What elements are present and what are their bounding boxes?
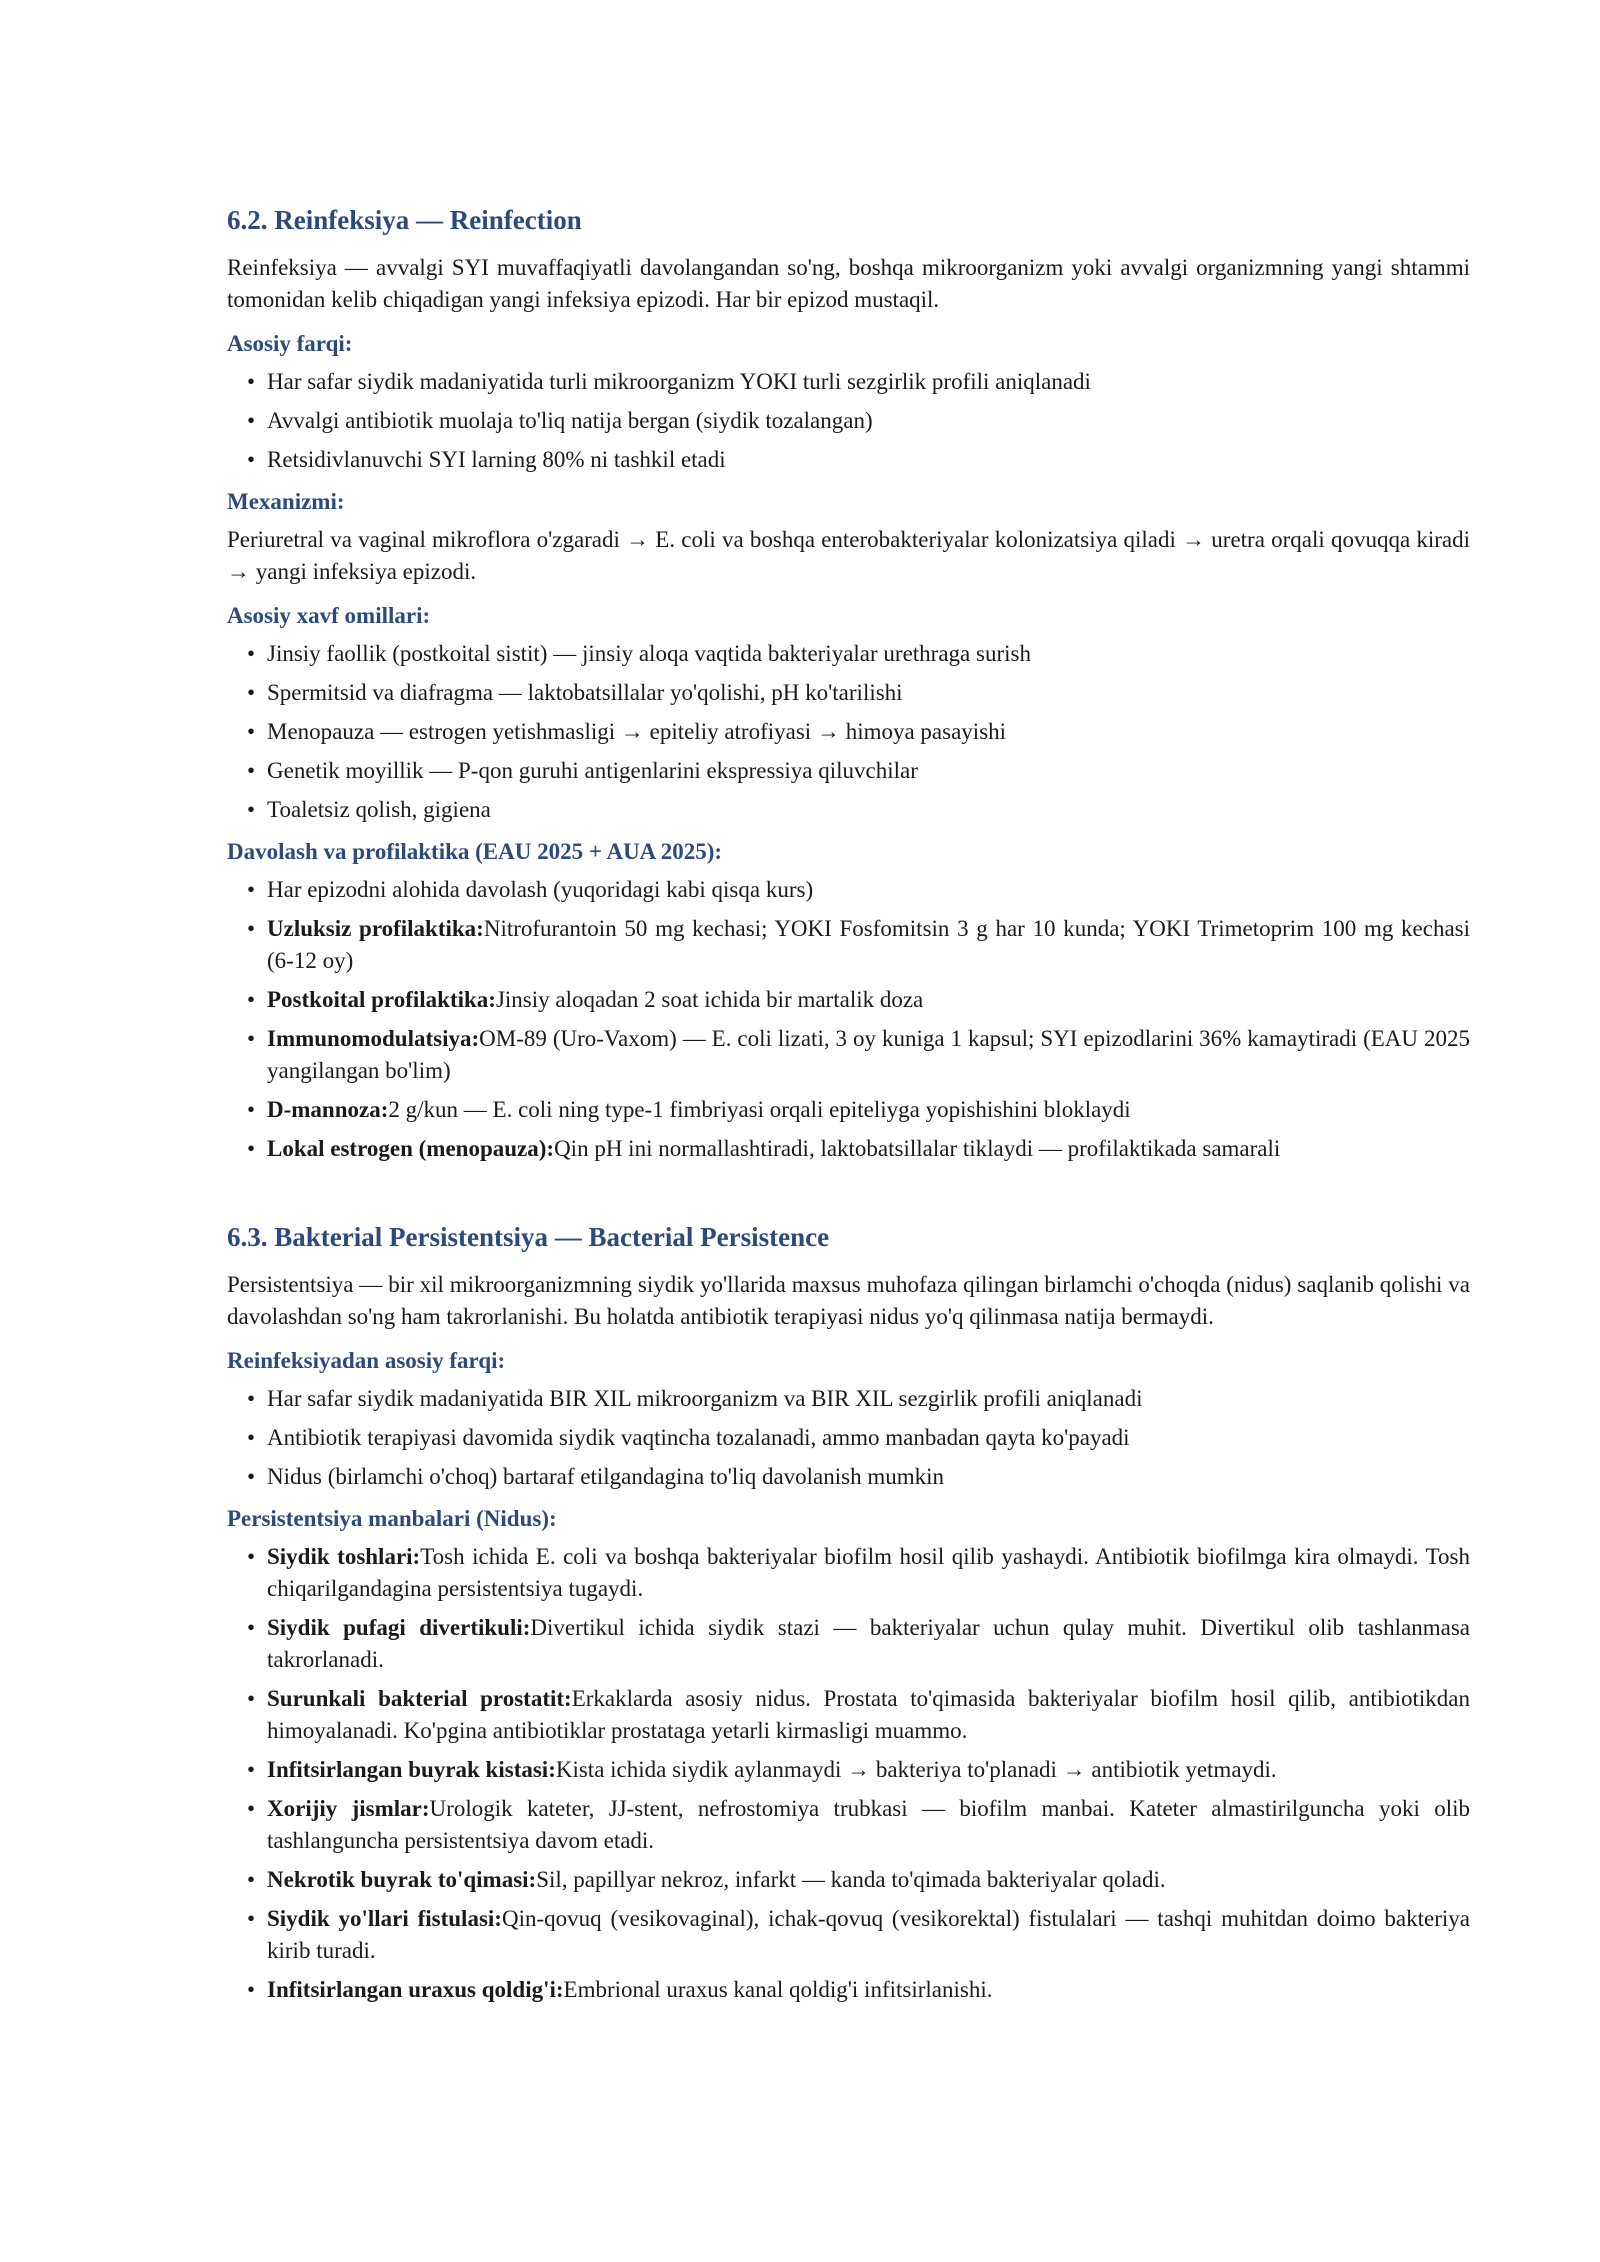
bullet-icon: • [247, 719, 256, 744]
list-item: • Retsidivlanuvchi SYI larning 80% ni tashkil etadi [247, 444, 1470, 476]
list-item: • Nidus (birlamchi o'choq) bartaraf etilgandagina to'liq davolanish mumkin [247, 1461, 1470, 1493]
list-item: • Uzluksiz profilaktika:Nitrofurantoin 50 mg kechasi; YOKI Fosfomitsin 3 g har 10 kunda; YOKI Trimetoprim 100 mg kechasi (6-12 oy) [247, 913, 1470, 977]
list-item: • Infitsirlangan uraxus qoldig'i:Embrional uraxus kanal qoldig'i infitsirlanishi. [247, 1974, 1470, 2006]
subheading-main-difference: Asosiy farqi: [227, 331, 353, 356]
bullet-icon: • [247, 1867, 256, 1892]
bullet-icon: • [247, 369, 256, 394]
list-item: • Immunomodulatsiya:OM-89 (Uro-Vaxom) — E. coli lizati, 3 oy kuniga 1 kapsul; SYI epizodlarini 36% kamaytiradi (EAU 2025 yangilangan bo'lim) [247, 1023, 1470, 1087]
bullet-list [227, 366, 1470, 476]
section-title: 6.2. Reinfeksiya — Reinfection [227, 205, 582, 235]
section-title: 6.3. Bakterial Persistentsiya — Bacterial Persistence [227, 1222, 830, 1252]
bullet-icon: • [247, 1686, 256, 1711]
list-item: • Siydik yo'llari fistulasi:Qin-qovuq (vesikovaginal), ichak-qovuq (vesikorektal) fistulalari — tashqi muhitdan doimo bakteriya kirib turadi. [247, 1903, 1470, 1967]
subheading-persistence-sources: Persistentsiya manbalari (Nidus): [227, 1506, 557, 1531]
list-item: • Infitsirlangan buyrak kistasi:Kista ichida siydik aylanmaydi → bakteriya to'planadi → antibiotik yetmaydi. [247, 1754, 1470, 1786]
bullet-list [227, 1383, 1470, 1493]
list-item: • Siydik pufagi divertikuli:Divertikul ichida siydik stazi — bakteriyalar uchun qulay muhit. Divertikul olib tashlanmasa takrorlanadi. [247, 1612, 1470, 1676]
list-item: • Xorijiy jismlar:Urologik kateter, JJ-stent, nefrostomiya trubkasi — biofilm manbai. Kateter almastirilguncha yoki olib tashlanguncha persistentsiya davom etadi. [247, 1793, 1470, 1857]
bullet-icon: • [247, 408, 256, 433]
bullet-icon: • [247, 680, 256, 705]
bullet-icon: • [247, 1386, 256, 1411]
bullet-icon: • [247, 916, 256, 941]
bullet-icon: • [247, 758, 256, 783]
list-item: • Har epizodni alohida davolash (yuqoridagi kabi qisqa kurs) [247, 874, 1470, 906]
bullet-icon: • [247, 877, 256, 902]
section-intro: Reinfeksiya — avvalgi SYI muvaffaqiyatli davolangandan so'ng, boshqa mikroorganizm yoki avvalgi organizmning yangi shtammi tomonidan kelib chiqadigan yangi infeksiya epizodi. Har bir epizod mustaqil. [227, 255, 1470, 312]
list-item: • Genetik moyillik — P-qon guruhi antigenlarini ekspressiya qiluvchilar [247, 755, 1470, 787]
list-item: • Siydik toshlari:Tosh ichida E. coli va boshqa bakteriyalar biofilm hosil qilib yashaydi. Antibiotik biofilmga kira olmaydi. Tosh chiqarilgandagina persistentsiya tugaydi. [247, 1541, 1470, 1605]
list-item: • Antibiotik terapiyasi davomida siydik vaqtincha tozalanadi, ammo manbadan qayta ko'payadi [247, 1422, 1470, 1454]
list-item: • Jinsiy faollik (postkoital sistit) — jinsiy aloqa vaqtida bakteriyalar urethraga surish [247, 638, 1470, 670]
bullet-icon: • [247, 1757, 256, 1782]
bullet-icon: • [247, 1097, 256, 1122]
bullet-icon: • [247, 1544, 256, 1569]
bullet-icon: • [247, 1796, 256, 1821]
bullet-icon: • [247, 1026, 256, 1051]
subheading-risk-factors: Asosiy xavf omillari: [227, 603, 431, 628]
list-item: • Har safar siydik madaniyatida BIR XIL mikroorganizm va BIR XIL sezgirlik profili aniqlanadi [247, 1383, 1470, 1415]
bullet-icon: • [247, 1136, 256, 1161]
section-persistence [227, 1219, 1470, 2006]
list-item: • Har safar siydik madaniyatida turli mikroorganizm YOKI turli sezgirlik profili aniqlanadi [247, 366, 1470, 398]
subheading-mechanism: Mexanizmi: [227, 489, 345, 514]
bullet-list [227, 874, 1470, 1165]
subheading-difference-from-reinfection: Reinfeksiyadan asosiy farqi: [227, 1348, 506, 1373]
section-reinfection [227, 202, 1470, 1165]
list-item: • Avvalgi antibiotik muolaja to'liq natija bergan (siydik tozalangan) [247, 405, 1470, 437]
bullet-icon: • [247, 1464, 256, 1489]
list-item: • Menopauza — estrogen yetishmasligi → epiteliy atrofiyasi → himoya pasayishi [247, 716, 1470, 748]
list-item: • Toaletsiz qolish, gigiena [247, 794, 1470, 826]
bullet-list [227, 638, 1470, 826]
subheading-treatment: Davolash va profilaktika (EAU 2025 + AUA 2025): [227, 839, 723, 864]
bullet-icon: • [247, 797, 256, 822]
list-item: • Postkoital profilaktika:Jinsiy aloqadan 2 soat ichida bir martalik doza [247, 984, 1470, 1016]
list-item: • Lokal estrogen (menopauza):Qin pH ini normallashtiradi, laktobatsillalar tiklaydi — profilaktikada samarali [247, 1133, 1470, 1165]
bullet-icon: • [247, 987, 256, 1012]
list-item: • Surunkali bakterial prostatit:Erkaklarda asosiy nidus. Prostata to'qimasida bakteriyalar biofilm hosil qilib, antibiotikdan himoyalanadi. Ko'pgina antibiotiklar prostataga yetarli kirmasligi muammo. [247, 1683, 1470, 1747]
mechanism-paragraph: Periuretral va vaginal mikroflora o'zgaradi → E. coli va boshqa enterobakteriyalar kolonizatsiya qiladi → uretra orqali qovuqqa kiradi → yangi infeksiya epizodi. [227, 527, 1470, 584]
list-item: • Nekrotik buyrak to'qimasi:Sil, papillyar nekroz, infarkt — kanda to'qimada bakteriyalar qoladi. [247, 1864, 1470, 1896]
bullet-icon: • [247, 1425, 256, 1450]
bullet-icon: • [247, 641, 256, 666]
bullet-list [227, 1541, 1470, 2006]
section-intro: Persistentsiya — bir xil mikroorganizmning siydik yo'llarida maxsus muhofaza qilingan birlamchi o'choqda (nidus) saqlanib qolishi va davolashdan so'ng ham takrorlanishi. Bu holatda antibiotik terapiyasi nidus yo'q qilinmasa natija bermaydi. [227, 1272, 1470, 1329]
bullet-icon: • [247, 447, 256, 472]
list-item: • D-mannoza:2 g/kun — E. coli ning type-1 fimbriyasi orqali epiteliyga yopishishini bloklaydi [247, 1094, 1470, 1126]
bullet-icon: • [247, 1977, 256, 2002]
bullet-icon: • [247, 1615, 256, 1640]
bullet-icon: • [247, 1906, 256, 1931]
list-item: • Spermitsid va diafragma — laktobatsillalar yo'qolishi, pH ko'tarilishi [247, 677, 1470, 709]
